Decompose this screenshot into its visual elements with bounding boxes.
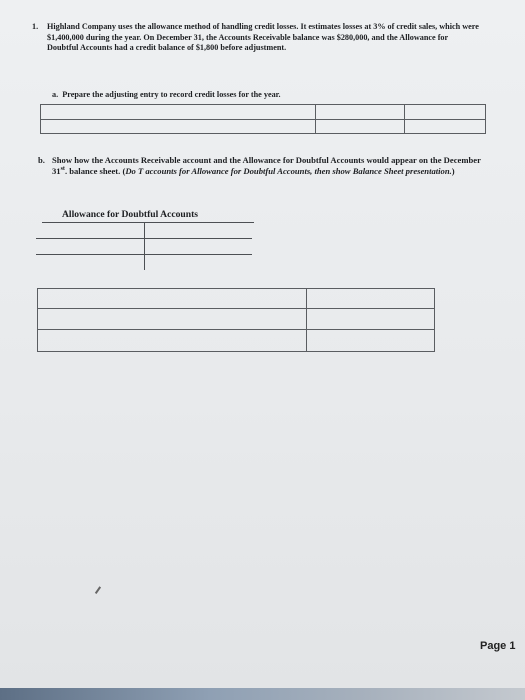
table-cell[interactable] (41, 120, 316, 134)
part-b-text: Show how the Accounts Receivable account and the Allowance for Doubtful Accounts would appear on the December 31st. balance sheet. (Do T accounts for Allowance for Doubtful Accounts, then show Balance Sheet presentation.) (52, 155, 481, 176)
question-1-text: Highland Company uses the allowance method of handling credit losses. It estimates losses at 3% of credit sales, which were $1,400,000 during the year. On December 31, the Accounts Receivable balance was $280,000, and the Allowance for Doubtful Accounts had a credit balance of $1,800 before adjustment. (47, 22, 479, 52)
table-cell[interactable] (38, 289, 307, 309)
part-a-text: Prepare the adjusting entry to record credit losses for the year. (62, 90, 281, 99)
table-cell[interactable] (38, 309, 307, 330)
t-account-title: Allowance for Doubtful Accounts (62, 209, 199, 220)
table-cell[interactable] (307, 289, 435, 309)
question-1 (32, 22, 480, 54)
pencil-mark (95, 586, 101, 593)
t-account-top-rule (42, 222, 254, 223)
table-cell[interactable] (41, 105, 316, 120)
table-row (38, 289, 435, 309)
question-number: 1. (32, 22, 39, 31)
desk-background-edge (0, 688, 525, 700)
t-account-stem (144, 223, 145, 270)
table-row (38, 330, 435, 352)
part-a-prompt (52, 90, 472, 100)
page-number: Page 1 (480, 640, 516, 652)
table-cell[interactable] (316, 105, 405, 120)
table-cell[interactable] (307, 309, 435, 330)
part-b-prompt (38, 155, 488, 177)
table-cell[interactable] (38, 330, 307, 352)
balance-sheet-table (37, 288, 435, 352)
table-row (38, 309, 435, 330)
part-a-label: a. (52, 90, 59, 99)
table-cell[interactable] (405, 120, 486, 134)
table-cell[interactable] (405, 105, 486, 120)
table-row (41, 120, 486, 134)
table-cell[interactable] (307, 330, 435, 352)
part-b-label: b. (38, 155, 45, 165)
table-cell[interactable] (316, 120, 405, 134)
table-row (41, 105, 486, 120)
journal-entry-table (40, 104, 486, 134)
